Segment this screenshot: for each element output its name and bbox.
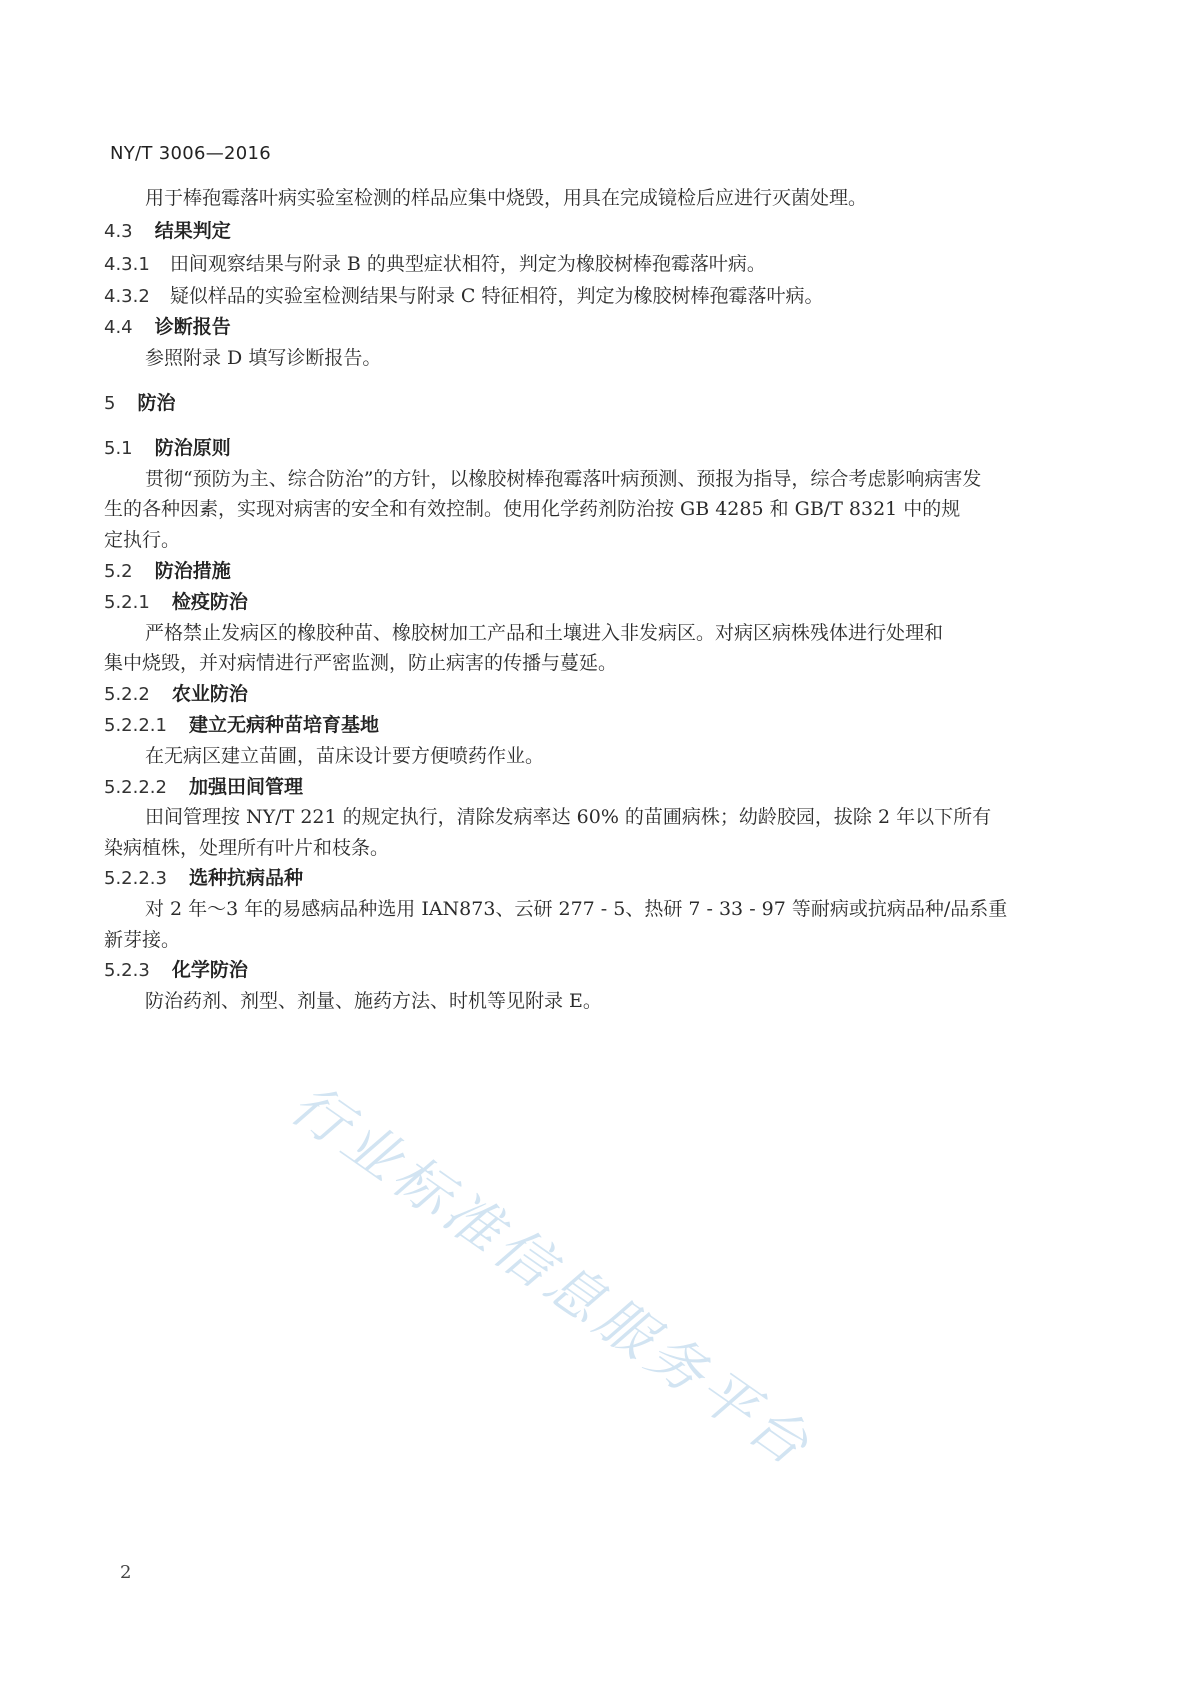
paragraph-line: 对 2 年～3 年的易感病品种选用 IAN873、云研 277 - 5、热研 7 - 33 - 97 等耐病或抗病品种/品系重 [145,898,1008,920]
section-heading-5-1 [104,437,231,460]
section-title: 农业防治 [171,683,248,705]
section-number: 5.2.2 [104,684,150,705]
section-title: 防治 [137,392,176,414]
clause-4-3-1 [104,253,766,276]
section-title: 建立无病种苗培育基地 [189,714,380,736]
paragraph-line: 集中烧毁，并对病情进行严密监测，防止病害的传播与蔓延。 [104,652,618,674]
section-number: 4.3.1 [104,254,150,275]
section-number: 4.3 [104,221,133,242]
section-number: 5.1 [104,438,133,459]
paragraph-line: 在无病区建立苗圃，苗床设计要方便喷药作业。 [145,745,545,767]
section-number: 5.2.2.2 [104,777,167,798]
chapter-heading-5 [104,392,176,415]
paragraph-line: 新芽接。 [104,929,181,951]
paragraph-line: 田间管理按 NY/T 221 的规定执行，清除发病率达 60% 的苗圃病株；幼龄胶园，拔除 2 年以下所有 [145,806,992,828]
section-title: 防治原则 [154,437,231,459]
paragraph-line: 染病植株，处理所有叶片和枝条。 [104,837,390,859]
section-number: 5.2.1 [104,592,150,613]
section-heading-5-2 [104,560,231,583]
paragraph-line: 生的各种因素，实现对病害的安全和有效控制。使用化学药剂防治按 GB 4285 和 GB/T 8321 中的规 [104,498,961,520]
section-title: 诊断报告 [154,316,231,338]
section-heading-5-2-3 [104,959,248,982]
section-number: 4.4 [104,317,133,338]
standard-number-header: NY/T 3006—2016 [110,143,272,164]
section-title: 防治措施 [154,560,231,582]
section-number: 5 [104,393,116,414]
clause-4-3-2 [104,285,823,308]
section-title: 结果判定 [154,220,231,242]
section-title: 选种抗病品种 [189,867,304,889]
paragraph-line: 定执行。 [104,529,181,551]
section-heading-5-2-2-2 [104,776,303,799]
section-title: 检疫防治 [171,591,248,613]
section-number: 5.2.2.3 [104,868,167,889]
section-number: 5.2.2.1 [104,715,167,736]
section-heading-5-2-2-1 [104,714,379,737]
paragraph-line: 防治药剂、剂型、剂量、施药方法、时机等见附录 E。 [145,990,602,1012]
page-number: 2 [120,1562,132,1583]
section-number: 5.2 [104,561,133,582]
clause-text: 疑似样品的实验室检测结果与附录 C 特征相符，判定为橡胶树棒孢霉落叶病。 [169,285,824,307]
paragraph-line: 严格禁止发病区的橡胶种苗、橡胶树加工产品和土壤进入非发病区。对病区病株残体进行处理和 [145,622,944,644]
watermark-text: 行业标准信息服务平台 [278,1072,824,1481]
section-title: 化学防治 [171,959,248,981]
paragraph-line: 参照附录 D 填写诊断报告。 [145,347,382,369]
section-heading-4-3 [104,220,231,243]
section-title: 加强田间管理 [189,776,304,798]
section-heading-5-2-2-3 [104,867,303,890]
paragraph-line: 贯彻“预防为主、综合防治”的方针，以橡胶树棒孢霉落叶病预测、预报为指导，综合考虑影响病害发 [145,468,982,490]
clause-text: 田间观察结果与附录 B 的典型症状相符，判定为橡胶树棒孢霉落叶病。 [169,253,766,275]
section-heading-5-2-1 [104,591,248,614]
section-heading-5-2-2 [104,683,248,706]
section-number: 4.3.2 [104,286,150,307]
section-heading-4-4 [104,316,231,339]
section-number: 5.2.3 [104,960,150,981]
paragraph-line: 用于棒孢霉落叶病实验室检测的样品应集中烧毁，用具在完成镜检后应进行灭菌处理。 [145,187,868,209]
